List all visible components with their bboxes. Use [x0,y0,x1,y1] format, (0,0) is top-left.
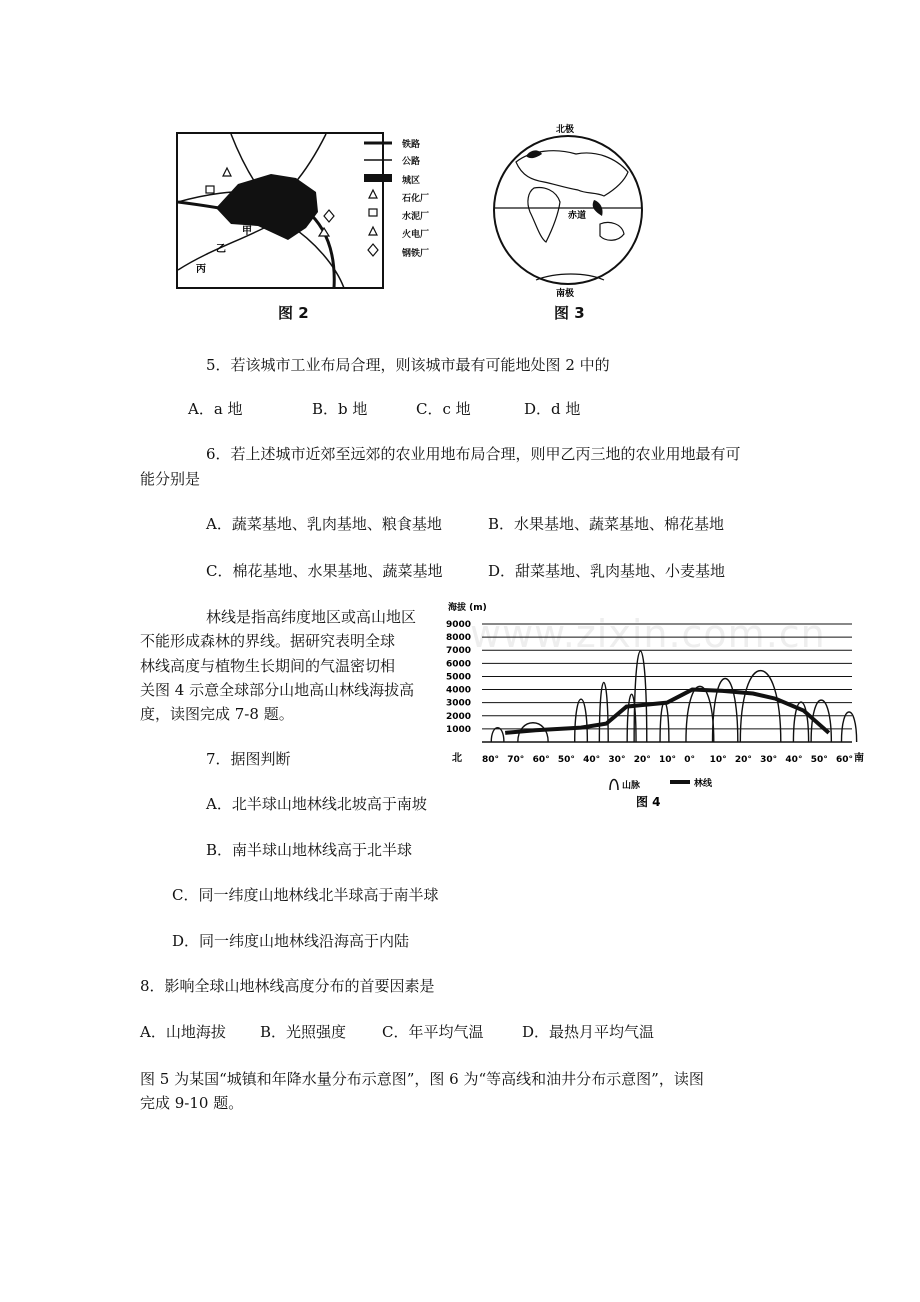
q8-option-d: D．最热月平均气温 [522,1023,655,1041]
legend-mountain-label: 山脉 [622,781,641,791]
q7-stem: 7．据图判断 [206,750,291,768]
cement-plant-icon [206,186,214,193]
urban-area [216,174,318,240]
x-tick-label: 80° [482,755,500,765]
power-plant-icon [223,168,231,176]
x-tick-label: 30° [760,755,778,765]
legend-steel: 钢铁厂 [402,249,430,259]
mountain-profile [575,699,588,742]
petrochem-icon [369,190,377,198]
q5-option-a: A．a 地 [188,400,243,418]
q8-stem: 8．影响全球山地林线高度分布的首要因素是 [140,977,435,995]
mountain-profile [599,682,608,742]
cement-icon [369,209,377,216]
y-tick-label: 8000 [446,633,472,644]
y-tick-label: 6000 [446,659,472,670]
q8-option-a: A．山地海拔 [140,1023,226,1041]
x-tick-label: 30° [608,755,626,765]
q8-option-b: B．光照强度 [260,1023,347,1041]
q6-option-a: A．蔬菜基地、乳肉基地、粮食基地 [206,515,442,533]
y-tick-label: 3000 [446,698,472,709]
figure-4-chart [440,596,870,812]
y-tick-label: 4000 [446,685,472,696]
y-tick-label: 9000 [446,620,472,630]
y-tick-label: 2000 [446,711,472,722]
figure-2-city-map [176,132,386,292]
south-pole-label: 南极 [556,289,575,299]
road-north [231,134,258,187]
x-tick-label: 50° [557,755,575,765]
y-axis-label: 海拔 (m) [448,603,487,613]
figure-3-globe [486,120,656,300]
north-pole-label: 北极 [556,125,575,135]
q6-stem-line1: 6．若上述城市近郊至远郊的农业用地布局合理，则甲乙丙三地的农业用地最有可 [206,445,741,463]
x-tick-label: 0° [684,755,696,765]
x-tick-label: 10° [709,755,727,765]
mountain-profile [686,686,714,742]
y-tick-label: 5000 [446,672,472,683]
mountain-profile [740,671,780,742]
x-tick-label: 40° [785,755,803,765]
steel-plant-icon [324,210,334,222]
legend-power: 火电厂 [402,230,430,240]
q5-option-c: C．c 地 [416,400,471,418]
x-tick-label: 60° [532,755,550,765]
legend-symbols [362,136,402,286]
x-tick-label: 60° [836,755,854,765]
x-tick-label: 20° [734,755,752,765]
watermark-text: www.zixin.com.cn [470,612,826,656]
steel-icon [368,244,378,256]
x-tick-label: 70° [507,755,525,765]
intro-line4: 关图 4 示意全球部分山地高山林线海拔高 [140,681,415,699]
legend-railway: 铁路 [402,140,421,150]
intro-line5: 度，读图完成 7-8 题。 [140,705,294,723]
globe-outline [494,136,642,284]
intro-line2: 不能形成森林的界线。据研究表明全球 [140,632,396,650]
q5-stem: 5．若该城市工业布局合理，则该城市最有可能地处图 2 中的 [206,356,610,374]
road-northeast [294,134,326,184]
x-left-label: 北 [452,753,462,764]
figure-2-caption: 图 2 [278,304,309,322]
mountain-profile [491,728,504,742]
x-right-label: 南 [854,753,864,764]
q5-option-b: B．b 地 [312,400,368,418]
x-tick-label: 20° [633,755,651,765]
intro-line3: 林线高度与植物生长期间的气温密切相 [140,657,396,675]
mountain-profile [713,679,738,743]
q6-stem-line2: 能分别是 [140,470,201,488]
power-icon [369,227,377,235]
figure-3-caption: 图 3 [554,304,585,322]
mountain-profile [841,712,856,742]
y-tick-label: 1000 [446,724,472,735]
legend-petrochem: 石化厂 [402,194,430,204]
figure-4-caption: 图 4 [636,795,661,809]
figure-2-legend [362,136,442,286]
q5-option-d: D．d 地 [524,400,581,418]
label-bing: 丙 [196,264,206,275]
q6-option-c: C．棉花基地、水果基地、蔬菜基地 [206,562,443,580]
q6-option-b: B．水果基地、蔬菜基地、棉花基地 [488,515,725,533]
x-tick-label: 40° [583,755,601,765]
q7-option-d: D．同一纬度山地林线沿海高于内陆 [172,932,410,950]
equator-label: 赤道 [568,211,587,221]
q8-option-c: C．年平均气温 [382,1023,484,1041]
legend-cement: 水泥厂 [402,212,430,222]
legend-mountain-symbol [610,780,618,791]
legend-road: 公路 [402,157,421,167]
next-intro-line2: 完成 9-10 题。 [140,1094,244,1112]
q7-option-c: C．同一纬度山地林线北半球高于南半球 [172,886,439,904]
legend-treeline-label: 林线 [694,779,713,789]
urban-symbol [364,174,392,182]
y-tick-label: 7000 [446,646,472,657]
label-yi: 乙 [216,244,226,255]
q7-option-b: B．南半球山地林线高于北半球 [206,841,413,859]
x-tick-label: 50° [810,755,828,765]
mountain-profile [660,702,669,742]
label-jia: 甲 [242,226,252,237]
next-intro-line1: 图 5 为某国“城镇和年降水量分布示意图”，图 6 为“等高线和油井分布示意图”，读图 [140,1070,704,1088]
q7-option-a: A．北半球山地林线北坡高于南坡 [206,795,427,813]
q6-option-d: D．甜菜基地、乳肉基地、小麦基地 [488,562,726,580]
x-tick-label: 10° [659,755,677,765]
intro-line1: 林线是指高纬度地区或高山地区 [206,608,417,626]
legend-urban: 城区 [402,176,421,186]
